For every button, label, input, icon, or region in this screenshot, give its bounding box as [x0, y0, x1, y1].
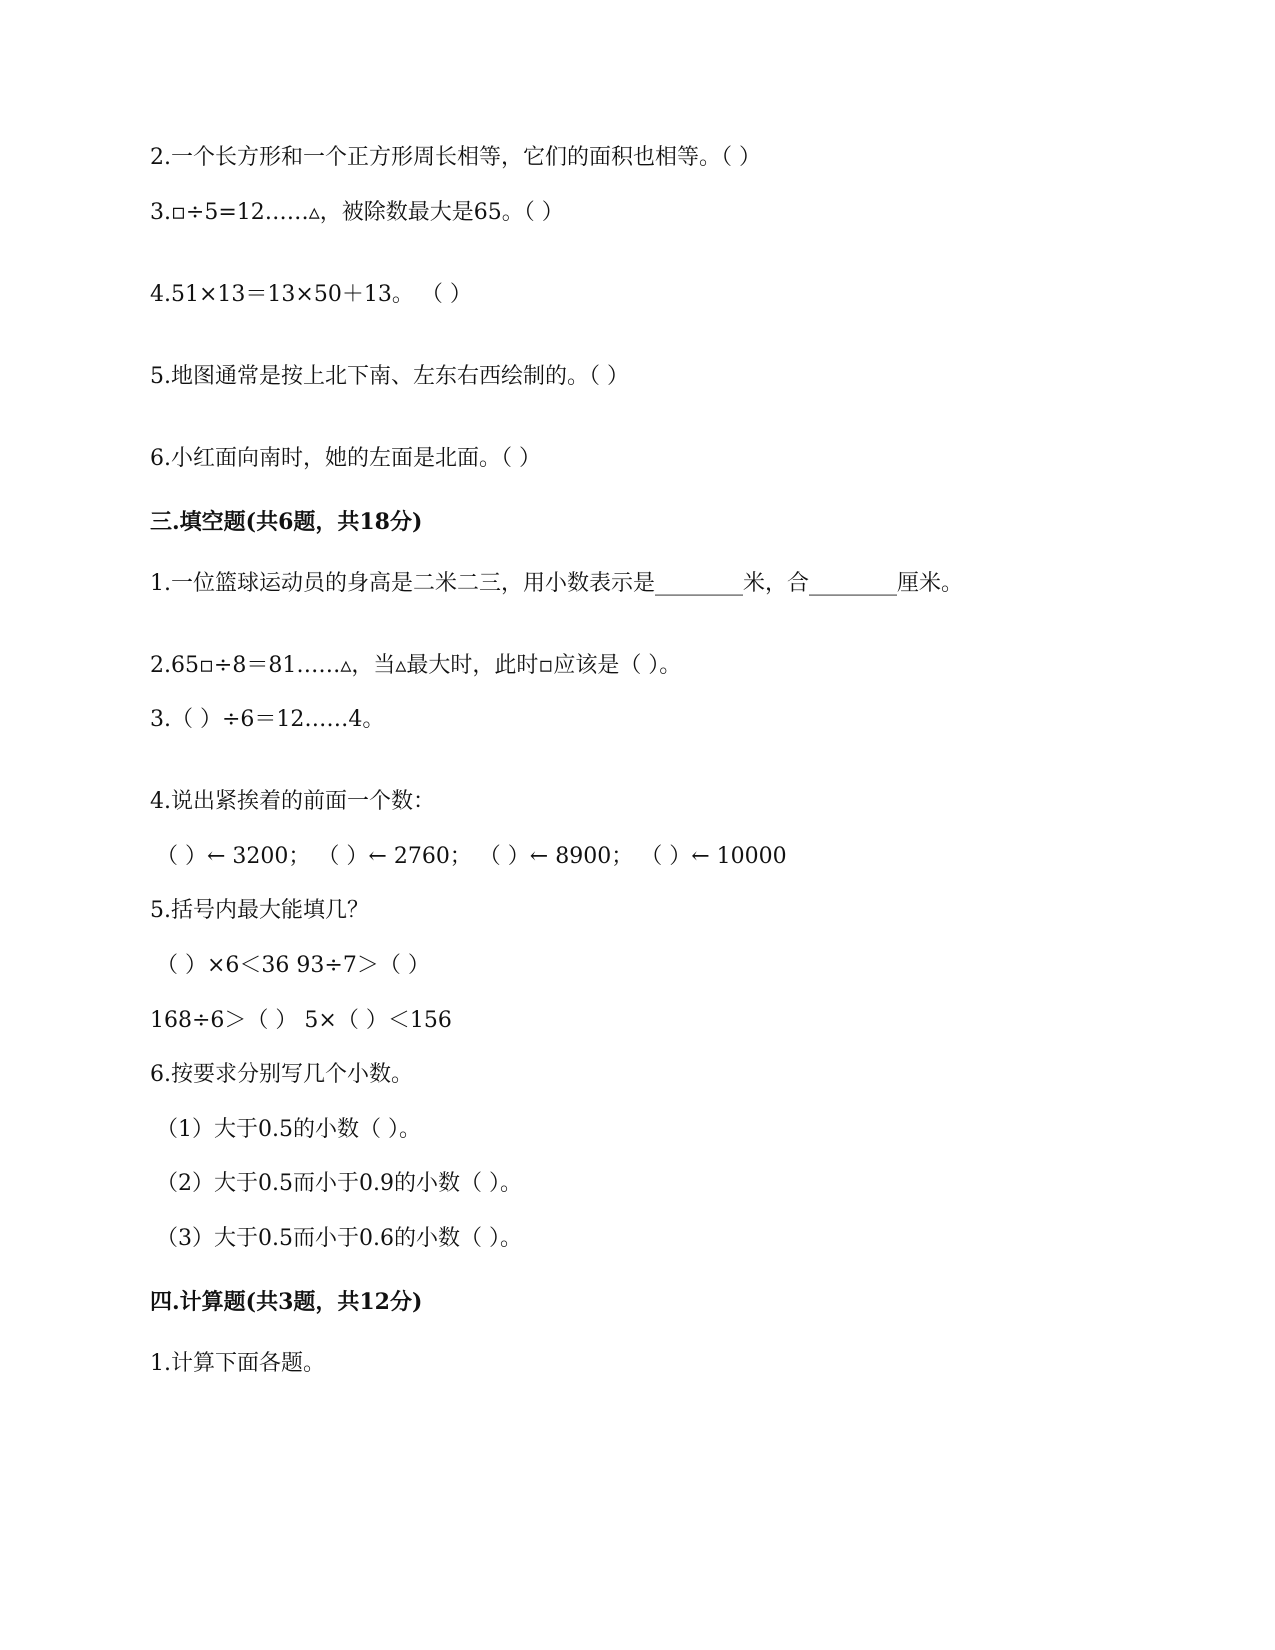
fill-question-2: 2.65▫÷8＝81……▵，当▵最大时，此时▫应该是（ ）。: [150, 653, 682, 678]
fill-question-4: 4.说出紧挨着的前面一个数：: [150, 789, 435, 814]
judge-question-3: 3.▫÷5=12……▵，被除数最大是65。（ ）: [150, 200, 564, 225]
calc-section-heading: 四.计算题(共3题，共12分): [150, 1289, 423, 1315]
judge-question-5: 5.地图通常是按上北下南、左东右西绘制的。（ ）: [150, 364, 629, 389]
fill-question-5-line-1: （ ）×6＜36 93÷7＞（ ）: [156, 953, 430, 978]
fill-question-4-answers: （ ）← 3200； （ ）← 2760； （ ）← 8900； （ ）← 10000: [156, 844, 787, 869]
judge-question-6: 6.小红面向南时，她的左面是北面。（ ）: [150, 446, 541, 471]
fill-question-6-part-1: （1）大于0.5的小数（ ）。: [156, 1117, 421, 1142]
judge-question-2: 2.一个长方形和一个正方形周长相等，它们的面积也相等。（ ）: [150, 145, 761, 170]
fill-question-3: 3.（ ）÷6＝12……4。: [150, 707, 385, 732]
fill-section-heading: 三.填空题(共6题，共18分): [150, 509, 423, 535]
fill-question-6-part-3: （3）大于0.5而小于0.6的小数（ ）。: [156, 1226, 522, 1251]
calc-question-1: 1.计算下面各题。: [150, 1351, 325, 1376]
fill-question-6-part-2: （2）大于0.5而小于0.9的小数（ ）。: [156, 1171, 522, 1196]
judge-question-4: 4.51×13＝13×50＋13。 （ ）: [150, 282, 472, 307]
fill-question-5-line-2: 168÷6＞（ ） 5×（ ）＜156: [150, 1008, 452, 1033]
fill-question-5: 5.括号内最大能填几？: [150, 898, 369, 923]
fill-question-6: 6.按要求分别写几个小数。: [150, 1062, 413, 1087]
fill-question-1: 1.一位篮球运动员的身高是二米二三，用小数表示是________米，合________厘米。: [150, 571, 963, 596]
